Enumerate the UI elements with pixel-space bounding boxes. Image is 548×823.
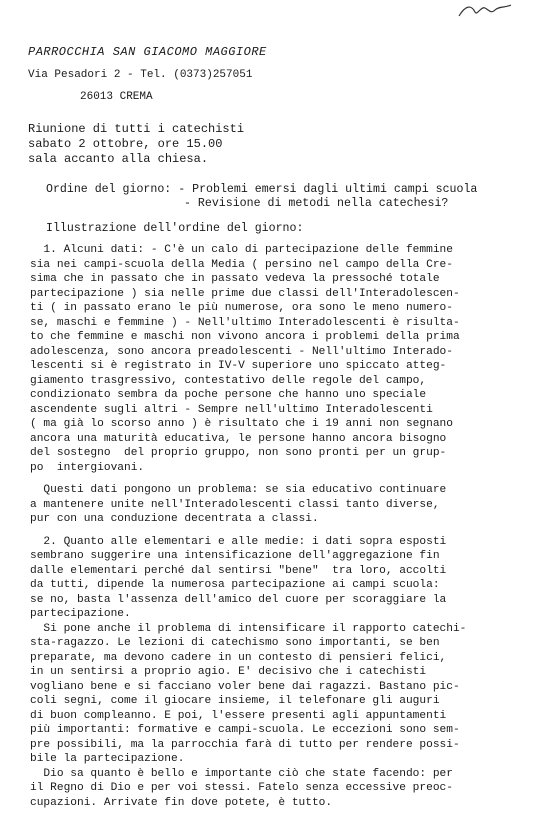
agenda-item: - Problemi emersi dagli ultimi campi scuola xyxy=(178,183,478,196)
text-line: ascendente sugli altri - Sempre nell'ultimo Interadolescenti xyxy=(30,403,433,416)
meeting-line: Riunione di tutti i catechisti xyxy=(28,122,245,136)
text-line: più importanti: formative e campi-scuola. Le eccezioni sono sem- xyxy=(30,724,460,736)
text-line: pre possibili, ma la parrocchia farà di tutto per rendere possi- xyxy=(30,738,460,751)
body-paragraph xyxy=(30,535,530,811)
text-line: del sostegno del proprio gruppo, non sono pronti per un grup- xyxy=(30,447,447,459)
text-line: to che femmine e maschi non vivono ancora i problemi della prima xyxy=(30,331,460,343)
organization-name: PARROCCHIA SAN GIACOMO MAGGIORE xyxy=(28,45,267,59)
text-line: lescenti si è registrato in IV-V superiore uno spiccato atteg- xyxy=(30,360,447,372)
text-line: ti ( in passato erano le più numerose, ora sono le meno numero- xyxy=(30,302,453,314)
text-line: adolescenza, sono ancora preadolescenti - Nell'ultimo Interado- xyxy=(30,345,453,358)
text-line: ancora una maturità educativa, le persone hanno ancora bisogno xyxy=(30,432,447,445)
text-line: se, maschi e femmine ) - Nell'ultimo Interadolescenti è risulta- xyxy=(30,316,460,329)
agenda xyxy=(46,183,477,211)
text-line: cupazioni. Arrivate fin dove potete, è tutto. xyxy=(30,796,333,809)
text-line: partecipazione. xyxy=(30,608,131,620)
letterhead xyxy=(28,45,267,103)
handwritten-mark xyxy=(455,0,515,22)
text-line: ( ma già lo scorso anno ) è risultato che i 19 anni non segnano xyxy=(30,418,453,430)
letter-body xyxy=(30,243,530,810)
text-line: di buon compleanno. E poi, l'essere presenti agli appuntamenti xyxy=(30,709,447,722)
text-line: a mantenere unite nell'Interadolescenti classi tanto diverse, xyxy=(30,498,440,511)
text-line: il Regno di Dio e per voi stessi. Fatelo senza eccessive preoc- xyxy=(30,782,453,794)
body-paragraph xyxy=(30,243,530,475)
text-line: dalle elementari perché dal sentirsi "bene" tra loro, accolti xyxy=(30,564,447,577)
meeting-line: sabato 2 ottobre, ore 15.00 xyxy=(28,137,223,151)
meeting-info xyxy=(28,122,244,167)
text-line: 1. Alcuni dati: - C'è un calo di partecipazione delle femmine xyxy=(30,244,453,256)
text-line: se no, basta l'assenza dell'amico del cuore per scoraggiare la xyxy=(30,593,447,606)
city-line: 26013 CREMA xyxy=(80,91,153,103)
text-line: vogliano bene e si facciano voler bene dai ragazzi. Bastano pic- xyxy=(30,680,460,693)
text-line: in un sentirsi a proprio agio. E' decisivo che i catechisti xyxy=(30,666,427,678)
text-line: 2. Quanto alle elementari e alle medie: i dati sopra esposti xyxy=(30,535,447,548)
text-line: giamento trasgressivo, contestativo delle regole del campo, xyxy=(30,374,427,387)
address-line: Via Pesadori 2 - Tel. (0373)257051 xyxy=(28,69,253,81)
text-line: da tutti, dipende la numerosa partecipazione ai campi scuola: xyxy=(30,579,440,591)
illustration-title: Illustrazione dell'ordine del giorno: xyxy=(46,222,304,235)
text-line: preparate, ma devono cadere in un contesto di pensieri felici, xyxy=(30,651,447,664)
text-line: bile la partecipazione. xyxy=(30,753,185,765)
agenda-item: - Revisione di metodi nella catechesi? xyxy=(184,197,449,210)
text-line: sia nei campi-scuola della Media ( persino nel campo della Cre- xyxy=(30,258,453,271)
body-paragraph xyxy=(30,483,530,527)
text-line: Dio sa quanto è bello e importante ciò che state facendo: per xyxy=(30,767,453,780)
text-line: sima che in passato che in passato vedeva la pressoché totale xyxy=(30,273,440,285)
paragraph-gap xyxy=(30,475,530,483)
text-line: condizionato sembra da poche persone che hanno uno speciale xyxy=(30,389,427,401)
text-line: Si pone anche il problema di intensificare il rapporto catechi- xyxy=(30,622,467,635)
text-line: po intergiovani. xyxy=(30,461,145,474)
agenda-label: Ordine del giorno: xyxy=(46,183,172,196)
paragraph-gap xyxy=(30,527,530,535)
text-line: sta-ragazzo. Le lezioni di catechismo sono importanti, se ben xyxy=(30,637,440,649)
meeting-line: sala accanto alla chiesa. xyxy=(28,152,209,166)
text-line: coli segni, come il giocare insieme, il telefonare gli auguri xyxy=(30,695,440,707)
text-line: sembrano suggerire una intensificazione dell'aggregazione fin xyxy=(30,550,440,562)
text-line: partecipazione ) sia nelle prime due classi dell'Interadolescen- xyxy=(30,287,460,300)
text-line: Questi dati pongono un problema: se sia educativo continuare xyxy=(30,484,447,496)
text-line: pur con una conduzione decentrata a classi. xyxy=(30,513,319,525)
